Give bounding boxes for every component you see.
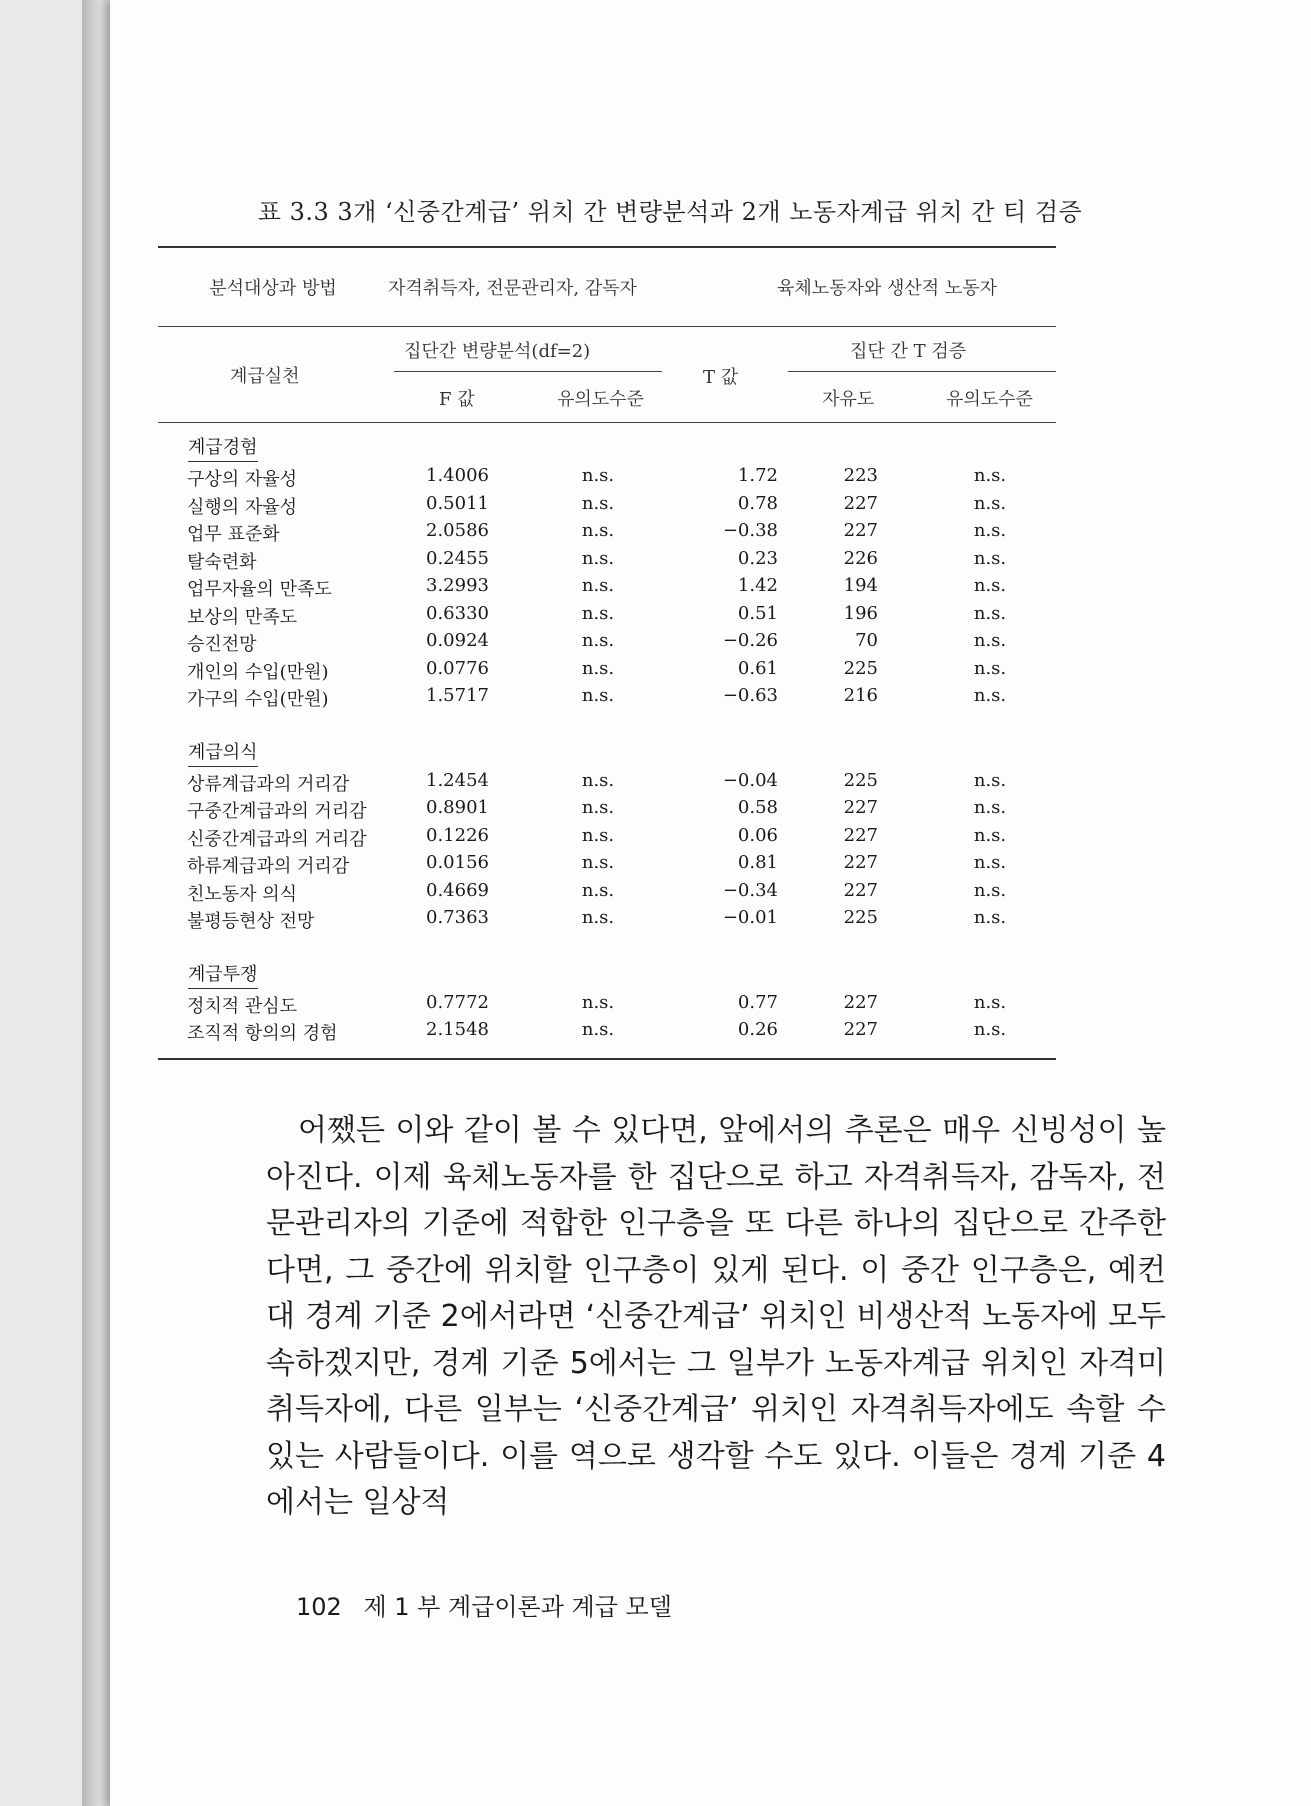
table-row xyxy=(158,989,1056,1017)
section-class-struggle xyxy=(158,962,1056,1044)
df-value: 225 xyxy=(843,769,878,791)
anova-header-rule xyxy=(394,371,662,372)
table-row xyxy=(158,877,1056,905)
ttest-header-rule xyxy=(788,371,1056,372)
row-label: 탈숙련화 xyxy=(187,551,257,573)
table-row xyxy=(158,822,1056,850)
section-title: 계급투쟁 xyxy=(188,962,258,989)
table-row xyxy=(158,849,1056,877)
significance-1: n.s. xyxy=(581,824,615,846)
significance-2: n.s. xyxy=(973,602,1007,624)
t-value: 0.81 xyxy=(737,852,778,873)
t-value: 0.61 xyxy=(737,657,778,679)
df-header: 자유도 xyxy=(822,389,875,410)
table-row xyxy=(158,517,1056,545)
row-label: 상류계급과의 거리감 xyxy=(187,773,350,795)
t-value: −0.01 xyxy=(722,907,778,928)
significance-2: n.s. xyxy=(973,657,1007,679)
table-row xyxy=(158,572,1056,600)
f-value: 0.0924 xyxy=(426,630,489,651)
f-value: 2.0586 xyxy=(426,520,489,541)
df-value: 216 xyxy=(843,685,878,706)
significance-2: n.s. xyxy=(973,492,1007,514)
table-row xyxy=(158,767,1056,795)
significance-1: n.s. xyxy=(581,907,615,928)
significance-2: n.s. xyxy=(973,824,1007,846)
f-value: 2.1548 xyxy=(426,1019,489,1040)
significance-2: n.s. xyxy=(973,520,1007,541)
significance-header-2: 유의도수준 xyxy=(946,389,1033,410)
row-label: 업무자율의 만족도 xyxy=(187,579,332,600)
t-value: −0.38 xyxy=(722,520,778,541)
ttest-header: 집단 간 T 검증 xyxy=(850,341,967,362)
df-value: 227 xyxy=(843,797,878,818)
significance-1: n.s. xyxy=(581,852,615,873)
row-label: 업무 표준화 xyxy=(187,524,280,545)
df-value: 70 xyxy=(855,630,878,651)
t-value-header: T 값 xyxy=(703,367,739,388)
f-value: 0.7772 xyxy=(426,991,489,1013)
row-label: 보상의 만족도 xyxy=(187,606,298,628)
significance-1: n.s. xyxy=(581,1019,615,1040)
row-label: 불평등현상 전망 xyxy=(187,911,315,932)
significance-1: n.s. xyxy=(581,520,615,541)
significance-2: n.s. xyxy=(973,575,1007,596)
table-body xyxy=(158,423,1056,1058)
significance-1: n.s. xyxy=(581,685,615,706)
running-title: 제 1 부 계급이론과 계급 모델 xyxy=(363,1593,672,1621)
f-value-header: F 값 xyxy=(439,389,475,410)
t-value: 0.26 xyxy=(737,1019,778,1040)
row-label: 가구의 수입(만원) xyxy=(187,689,329,710)
t-value: 0.58 xyxy=(737,797,778,818)
table-row xyxy=(158,627,1056,655)
significance-2: n.s. xyxy=(973,685,1007,706)
row-label-header: 계급실천 xyxy=(230,366,300,387)
t-value: −0.63 xyxy=(722,685,778,706)
significance-header-1: 유의도수준 xyxy=(557,389,644,410)
table-row xyxy=(158,904,1056,932)
significance-1: n.s. xyxy=(581,547,615,569)
f-value: 1.5717 xyxy=(426,685,489,706)
anova-header: 집단간 변량분석(df=2) xyxy=(404,341,591,362)
df-value: 227 xyxy=(843,520,878,541)
table-row xyxy=(158,490,1056,518)
df-value: 227 xyxy=(843,1019,878,1040)
significance-1: n.s. xyxy=(581,657,615,679)
row-label: 구중간계급과의 거리감 xyxy=(187,801,367,822)
t-value: 0.06 xyxy=(737,824,778,846)
ttest-groups-label: 육체노동자와 생산적 노동자 xyxy=(776,278,998,299)
section-class-consciousness xyxy=(158,740,1056,932)
significance-2: n.s. xyxy=(973,879,1007,901)
f-value: 0.1226 xyxy=(426,824,489,846)
f-value: 0.8901 xyxy=(426,797,489,818)
df-value: 223 xyxy=(843,465,878,486)
paragraph-text: 어쨌든 이와 같이 볼 수 있다면, 앞에서의 추론은 매우 신빙성이 높아진다. 이제 육체노동자를 한 집단으로 하고 자격취득자, 감독자, 전문관리자의 기준에 적합한 인구층을 또 다른 하나의 집단으로 간주한다면, 그 중간에 위치할 인구층이 있게 된다. 이 중간 인구층은, 예컨대 경계 기준 2에서라면 ‘신중간계급’ 위치인 비생산적 노동자에 모두 속하겠지만, 경계 기준 5에서는 그 일부가 노동자계급 위치인 자격미취득자에, 다른 일부는 ‘신중간계급’ 위치인 자격취득자에도 속할 수 있는 사람들이다. 이를 역으로 생각할 수도 있다. 이들은 경계 기준 4에서는 일상적 xyxy=(266,1113,1166,1520)
df-value: 194 xyxy=(843,575,878,596)
f-value: 0.2455 xyxy=(426,547,489,569)
df-value: 227 xyxy=(843,991,878,1013)
table-caption: 표 3.3 3개 ‘신중간계급’ 위치 간 변량분석과 2개 노동자계급 위치 간 티 검증 xyxy=(257,198,1083,226)
significance-1: n.s. xyxy=(581,879,615,901)
f-value: 0.4669 xyxy=(426,879,489,901)
row-label: 조직적 항의의 경험 xyxy=(187,1023,338,1044)
t-value: 0.78 xyxy=(737,492,778,514)
significance-1: n.s. xyxy=(581,575,615,596)
significance-1: n.s. xyxy=(581,492,615,514)
significance-1: n.s. xyxy=(581,769,615,791)
significance-2: n.s. xyxy=(973,769,1007,791)
significance-2: n.s. xyxy=(973,1019,1007,1040)
t-value: −0.04 xyxy=(722,769,778,791)
df-value: 227 xyxy=(843,852,878,873)
f-value: 1.4006 xyxy=(426,465,489,486)
t-value: 1.42 xyxy=(737,575,778,596)
significance-2: n.s. xyxy=(973,797,1007,818)
row-label: 개인의 수입(만원) xyxy=(187,661,329,683)
f-value: 0.0776 xyxy=(426,657,489,679)
table-row xyxy=(158,794,1056,822)
analysis-target-label: 분석대상과 방법 xyxy=(209,278,337,299)
row-label: 구상의 자율성 xyxy=(187,469,298,490)
f-value: 0.0156 xyxy=(426,852,489,873)
table-bottom-rule xyxy=(158,1058,1056,1060)
page-number: 102 xyxy=(296,1593,342,1621)
row-label: 승진전망 xyxy=(187,634,257,655)
df-value: 227 xyxy=(843,824,878,846)
t-value: 0.51 xyxy=(737,602,778,624)
significance-1: n.s. xyxy=(581,630,615,651)
row-label: 신중간계급과의 거리감 xyxy=(187,828,367,850)
table-row xyxy=(158,655,1056,683)
f-value: 0.7363 xyxy=(426,907,489,928)
significance-2: n.s. xyxy=(973,907,1007,928)
section-class-experience xyxy=(158,435,1056,710)
book-edge xyxy=(82,0,112,1806)
df-value: 196 xyxy=(843,602,878,624)
t-value: −0.34 xyxy=(722,879,778,901)
df-value: 226 xyxy=(843,547,878,569)
body-paragraph xyxy=(266,1108,1166,1527)
df-value: 225 xyxy=(843,657,878,679)
analysis-target-row xyxy=(158,248,1056,326)
table-row xyxy=(158,1016,1056,1044)
f-value: 0.5011 xyxy=(426,492,489,514)
significance-1: n.s. xyxy=(581,797,615,818)
t-value: 1.72 xyxy=(737,465,778,486)
row-label: 친노동자 의식 xyxy=(187,883,298,905)
f-value: 0.6330 xyxy=(426,602,489,624)
row-label: 실행의 자율성 xyxy=(187,496,298,518)
f-value: 3.2993 xyxy=(426,575,489,596)
t-value: 0.23 xyxy=(737,547,778,569)
statistics-table xyxy=(158,246,1056,1060)
table-row xyxy=(158,545,1056,573)
significance-2: n.s. xyxy=(973,991,1007,1013)
significance-1: n.s. xyxy=(581,991,615,1013)
table-row xyxy=(158,600,1056,628)
t-value: 0.77 xyxy=(737,991,778,1013)
table-row xyxy=(158,682,1056,710)
f-value: 1.2454 xyxy=(426,769,489,791)
page-footer xyxy=(296,1587,672,1622)
significance-1: n.s. xyxy=(581,602,615,624)
significance-2: n.s. xyxy=(973,547,1007,569)
section-title: 계급경험 xyxy=(188,435,258,462)
row-label: 정치적 관심도 xyxy=(187,995,298,1017)
anova-groups-label: 자격취득자, 전문관리자, 감독자 xyxy=(388,278,637,299)
df-value: 227 xyxy=(843,492,878,514)
significance-2: n.s. xyxy=(973,852,1007,873)
df-value: 225 xyxy=(843,907,878,928)
df-value: 227 xyxy=(843,879,878,901)
significance-2: n.s. xyxy=(973,465,1007,486)
row-label: 하류계급과의 거리감 xyxy=(187,856,350,877)
t-value: −0.26 xyxy=(722,630,778,651)
table-row xyxy=(158,462,1056,490)
section-title: 계급의식 xyxy=(188,740,258,767)
significance-1: n.s. xyxy=(581,465,615,486)
table-header xyxy=(158,327,1056,422)
significance-2: n.s. xyxy=(973,630,1007,651)
